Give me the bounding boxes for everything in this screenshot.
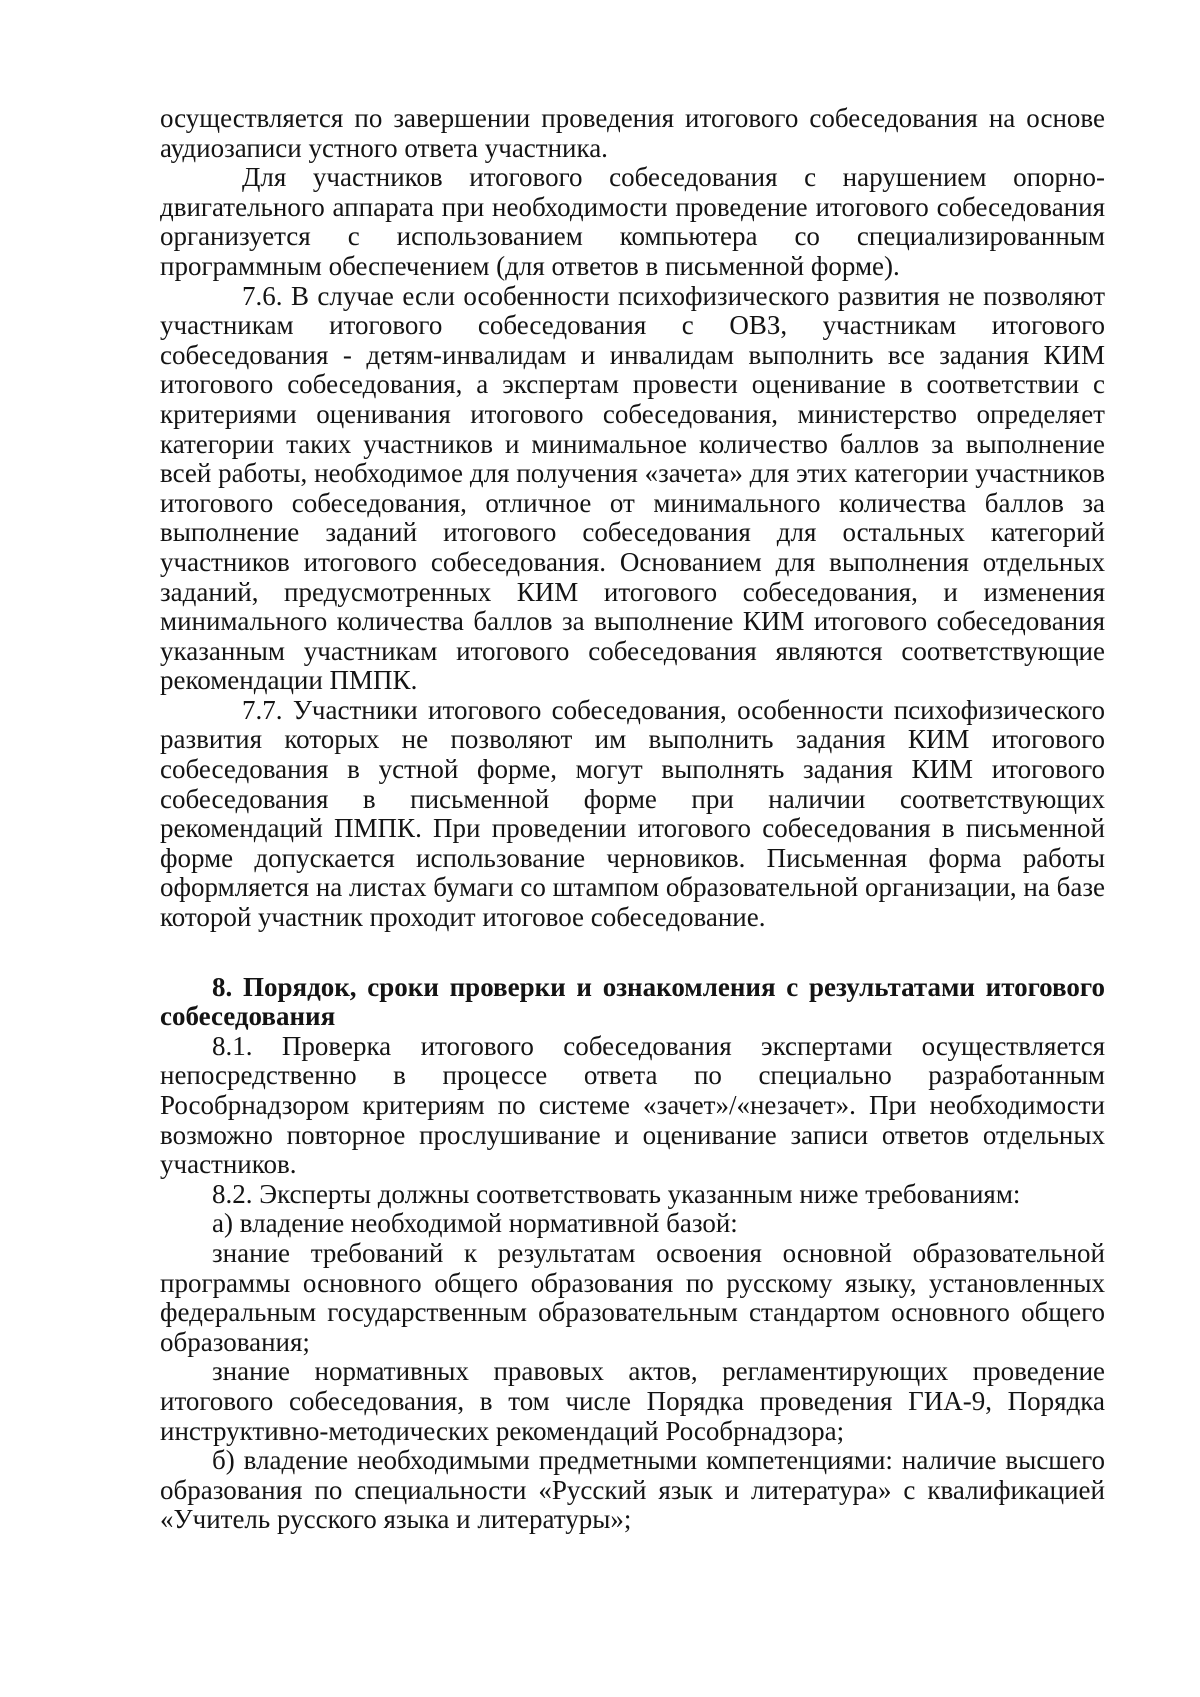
section-heading-8: 8. Порядок, сроки проверки и ознакомления с результатами итогового собеседования [160, 971, 1105, 1032]
paragraph-8-2-b: б) владение необходимыми предметными компетенциями: наличие высшего образования по специальности «Русский язык и литература» с квалификацией «Учитель русского языка и литературы»; [160, 1445, 1105, 1535]
paragraph-continuation: осуществляется по завершении проведения итогового собеседования на основе аудиозаписи устного ответа участника. [160, 103, 1105, 163]
paragraph-odа-computer: Для участников итогового собеседования с нарушением опорно-двигательного аппарата при необходимости проведение итогового собеседования организуется с использованием компьютера со специализированным программным обеспечением (для ответов в письменной форме). [160, 162, 1105, 281]
paragraph-7-7: 7.7. Участники итогового собеседования, особенности психофизического развития которых не позволяют им выполнить задания КИМ итогового собеседования в устной форме, могут выполнять задания КИМ итогового собеседования в письменной форме при наличии соответствующих рекомендаций ПМПК. При проведении итогового собеседования в письменной форме допускается использование черновиков. Письменная форма работы оформляется на листах бумаги со штампом образовательной организации, на базе которой участник проходит итоговое собеседование. [160, 694, 1105, 933]
paragraph-8-1: 8.1. Проверка итогового собеседования экспертами осуществляется непосредственно в процессе ответа по специально разработанным Рособрнадзором критериям по системе «зачет»/«незачет». При необходимости возможно повторное прослушивание и оценивание записи ответов отдельных участников. [160, 1030, 1105, 1180]
paragraph-8-2: 8.2. Эксперты должны соответствовать указанным ниже требованиям: [212, 1178, 1021, 1209]
paragraph-7-6: 7.6. В случае если особенности психофизического развития не позволяют участникам итогового собеседования с ОВЗ, участникам итогового собеседования - детям-инвалидам и инвалидам выполнить все задания КИМ итогового собеседования, а экспертам провести оценивание в соответствии с критериями оценивания итогового собеседования, министерство определяет категории таких участников и минимальное количество баллов за выполнение всей работы, необходимое для получения «зачета» для этих категории участников итогового собеседования, отличное от минимального количества баллов за выполнение заданий итогового собеседования для остальных категорий участников итогового собеседования. Основанием для выполнения отдельных заданий, предусмотренных КИМ итогового собеседования, и изменения минимального количества баллов за выполнение КИМ итогового собеседования указанным участникам итогового собеседования являются соответствующие рекомендации ПМПК. [160, 280, 1105, 696]
paragraph-legal-acts-knowledge: знание нормативных правовых актов, регламентирующих проведение итогового собеседования, в том числе Порядка проведения ГИА-9, Порядка инструктивно-методических рекомендаций Рособрнадзора; [160, 1356, 1105, 1446]
paragraph-standard-knowledge: знание требований к результатам освоения основной образовательной программы основного общего образования по русскому языку, установленных федеральным государственным образовательным стандартом основного общего образования; [160, 1237, 1105, 1357]
paragraph-8-2-a: а) владение необходимой нормативной базой: [212, 1208, 738, 1239]
